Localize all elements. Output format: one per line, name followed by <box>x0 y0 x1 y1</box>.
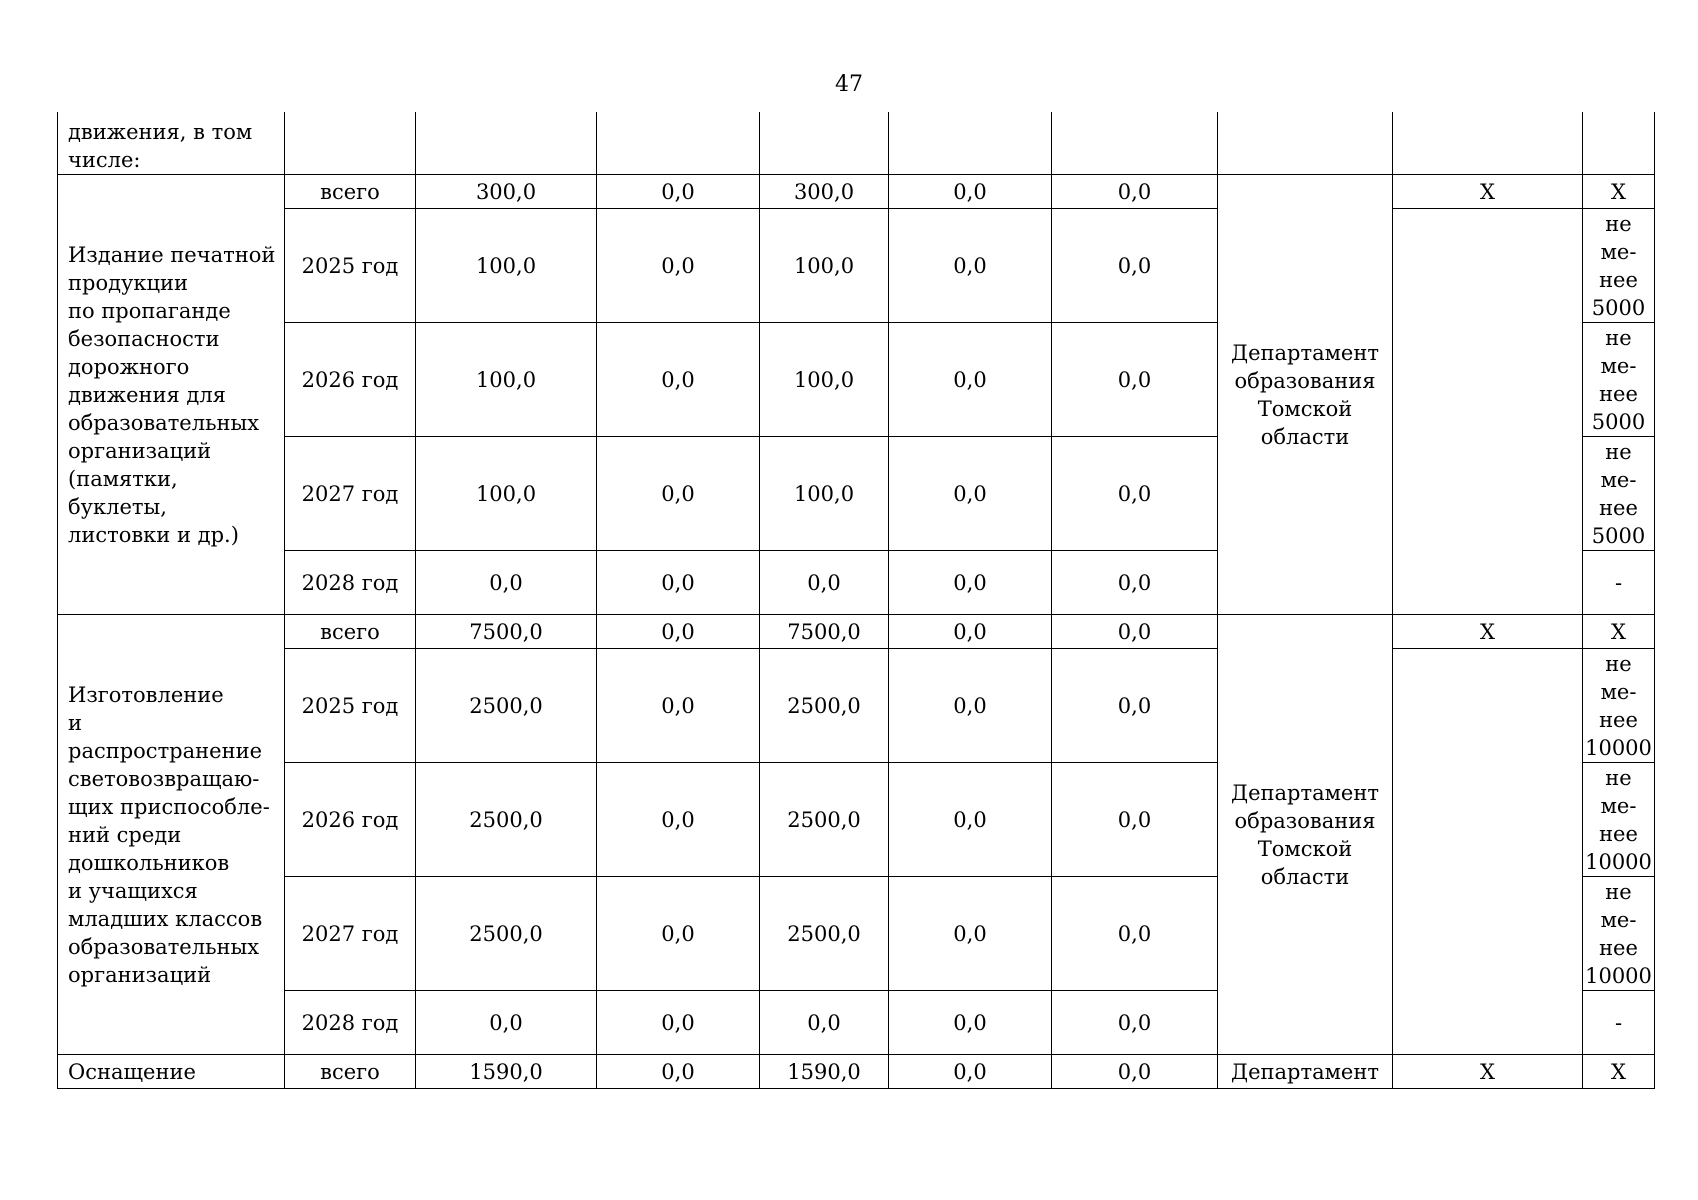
table-row <box>58 649 1655 763</box>
value-cell <box>760 112 889 175</box>
period-cell: 2025 год <box>285 209 416 323</box>
value-cell: 0,0 <box>1052 551 1218 615</box>
period-cell: 2028 год <box>285 551 416 615</box>
indicator-cell <box>1393 209 1583 615</box>
target-cell: не ме- нее 5000 <box>1583 323 1655 437</box>
value-cell: 0,0 <box>760 991 889 1055</box>
department-cell: Департамент образования Томской области <box>1218 175 1393 615</box>
target-cell: не ме- нее 10000 <box>1583 877 1655 991</box>
value-cell: 0,0 <box>597 551 760 615</box>
period-cell: 2028 год <box>285 991 416 1055</box>
value-cell: 0,0 <box>416 551 597 615</box>
table-row <box>58 175 1655 209</box>
value-cell: 2500,0 <box>416 649 597 763</box>
value-cell: 0,0 <box>760 551 889 615</box>
value-cell: 0,0 <box>1052 877 1218 991</box>
value-cell: 2500,0 <box>416 763 597 877</box>
target-cell <box>1583 112 1655 175</box>
value-cell: 0,0 <box>889 615 1052 649</box>
period-cell: всего <box>285 1055 416 1089</box>
indicator-cell: Х <box>1393 175 1583 209</box>
period-cell: 2025 год <box>285 649 416 763</box>
period-cell: всего <box>285 615 416 649</box>
value-cell: 0,0 <box>1052 991 1218 1055</box>
value-cell: 0,0 <box>889 175 1052 209</box>
table-row <box>58 209 1655 323</box>
target-cell: Х <box>1583 175 1655 209</box>
indicator-cell: Х <box>1393 1055 1583 1089</box>
value-cell: 0,0 <box>597 175 760 209</box>
department-cell <box>1218 112 1393 175</box>
value-cell: 100,0 <box>760 209 889 323</box>
value-cell: 0,0 <box>889 437 1052 551</box>
department-cell: Департамент <box>1218 1055 1393 1089</box>
value-cell: 2500,0 <box>760 763 889 877</box>
value-cell: 7500,0 <box>760 615 889 649</box>
value-cell: 0,0 <box>889 323 1052 437</box>
value-cell: 100,0 <box>760 323 889 437</box>
value-cell: 0,0 <box>889 1055 1052 1089</box>
measure-name: Оснащение <box>58 1055 285 1089</box>
value-cell: 1590,0 <box>760 1055 889 1089</box>
table-row <box>58 112 1655 175</box>
target-cell: не ме- нее 5000 <box>1583 437 1655 551</box>
value-cell: 0,0 <box>597 649 760 763</box>
value-cell: 0,0 <box>597 877 760 991</box>
target-cell: не ме- нее 5000 <box>1583 209 1655 323</box>
value-cell: 0,0 <box>1052 615 1218 649</box>
value-cell: 0,0 <box>597 323 760 437</box>
value-cell: 100,0 <box>760 437 889 551</box>
table-body <box>58 112 1655 1089</box>
period-cell: 2026 год <box>285 323 416 437</box>
value-cell: 0,0 <box>597 991 760 1055</box>
value-cell: 0,0 <box>889 877 1052 991</box>
value-cell: 0,0 <box>597 437 760 551</box>
target-cell: Х <box>1583 615 1655 649</box>
value-cell: 100,0 <box>416 323 597 437</box>
value-cell: 0,0 <box>597 209 760 323</box>
period-cell: 2027 год <box>285 437 416 551</box>
value-cell: 300,0 <box>760 175 889 209</box>
page-number: 47 <box>835 72 863 97</box>
indicator-cell <box>1393 112 1583 175</box>
value-cell: 0,0 <box>1052 323 1218 437</box>
measure-name: Издание печатной продукции по пропаганде безопасности дорожного движения для образовательных организаций (памятки, буклеты, листовки и др.) <box>58 175 285 615</box>
measure-name: движения, в том числе: <box>58 112 285 175</box>
target-cell: не ме- нее 10000 <box>1583 649 1655 763</box>
indicator-cell <box>1393 649 1583 1055</box>
table-row <box>58 1055 1655 1089</box>
value-cell: 2500,0 <box>760 877 889 991</box>
target-cell: Х <box>1583 1055 1655 1089</box>
period-cell: 2026 год <box>285 763 416 877</box>
value-cell: 300,0 <box>416 175 597 209</box>
value-cell: 0,0 <box>1052 1055 1218 1089</box>
period-cell <box>285 112 416 175</box>
table-row <box>58 615 1655 649</box>
value-cell: 0,0 <box>597 763 760 877</box>
department-cell: Департамент образования Томской области <box>1218 615 1393 1055</box>
target-cell: не ме- нее 10000 <box>1583 763 1655 877</box>
value-cell: 0,0 <box>889 551 1052 615</box>
measure-name: Изготовление и распространение световозвращаю- щих приспособле- ний среди дошкольников и учащихся младших классов образовательных организаций <box>58 615 285 1055</box>
value-cell: 0,0 <box>1052 763 1218 877</box>
value-cell: 1590,0 <box>416 1055 597 1089</box>
value-cell: 2500,0 <box>760 649 889 763</box>
value-cell <box>597 112 760 175</box>
value-cell: 0,0 <box>889 649 1052 763</box>
value-cell <box>1052 112 1218 175</box>
value-cell: 7500,0 <box>416 615 597 649</box>
value-cell: 0,0 <box>1052 649 1218 763</box>
value-cell: 0,0 <box>889 763 1052 877</box>
value-cell: 0,0 <box>889 991 1052 1055</box>
target-cell: - <box>1583 551 1655 615</box>
value-cell: 100,0 <box>416 209 597 323</box>
target-cell: - <box>1583 991 1655 1055</box>
value-cell <box>416 112 597 175</box>
program-table <box>57 112 1655 1089</box>
value-cell: 0,0 <box>597 615 760 649</box>
value-cell <box>889 112 1052 175</box>
value-cell: 0,0 <box>597 1055 760 1089</box>
value-cell: 100,0 <box>416 437 597 551</box>
value-cell: 0,0 <box>889 209 1052 323</box>
period-cell: всего <box>285 175 416 209</box>
value-cell: 0,0 <box>1052 209 1218 323</box>
period-cell: 2027 год <box>285 877 416 991</box>
indicator-cell: Х <box>1393 615 1583 649</box>
value-cell: 2500,0 <box>416 877 597 991</box>
value-cell: 0,0 <box>1052 437 1218 551</box>
value-cell: 0,0 <box>1052 175 1218 209</box>
value-cell: 0,0 <box>416 991 597 1055</box>
